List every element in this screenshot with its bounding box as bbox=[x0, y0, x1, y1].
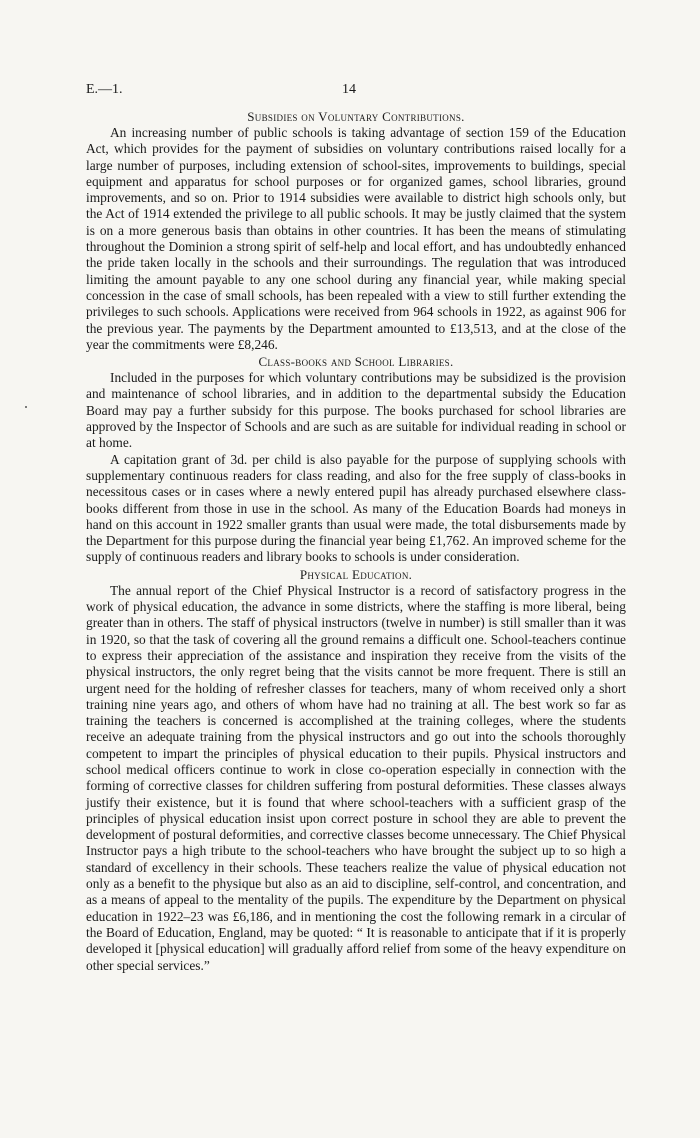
running-head bbox=[86, 82, 626, 108]
paragraph-libraries: Included in the purposes for which voluntary contributions may be subsidized is the provision and maintenance of school libraries, and in addition to the departmental subsidy the Education Board may pay a further subsidy for this purpose. The books purchased for school libraries are approved by the Inspector of Schools and are such as are suitable for individual reading in school or at home. bbox=[86, 370, 626, 451]
section-physical-education bbox=[86, 566, 626, 974]
paragraph-physical-education: The annual report of the Chief Physical Instructor is a record of satisfactory progress in the work of physical education, the advance in some districts, where the staffing is more liberal, being greater than in others. The staff of physical instructors (twelve in number) is still smaller than it was in 1920, so that the task of covering all the ground remains a difficult one. School-teachers continue to express their appreciation of the assistance and inspiration they receive from the visits of the physical instructors, the only regret being that the visits cannot be more frequent. There is still an urgent need for the holding of refresher classes for teachers, many of whom received only a short training nine years ago, and others of whom have had no training at all. The best work so far as training the teachers is concerned is accomplished at the training colleges, where the students receive an adequate training from the physical instructors and go out into the schools thoroughly competent to impart the principles of physical education to their pupils. Physical instructors and school medical officers continue to work in close co-operation especially in connection with the forming of corrective classes for children suffering from postural deformities. These classes always justify their existence, but it is found that where school-teachers with a sufficient grasp of the principles of physical education insist upon correct posture in school they are able to prevent the development of postural deformities, and corrective classes become unnecessary. The Chief Physical Instructor pays a high tribute to the school-teachers who have brought the subject up to so high a standard of excellency in their schools. These teachers realize the value of physical education not only as a benefit to the physique but also as an aid to discipline, self-control, and concentration, and as a means of appeal to the mentality of the pupils. The expenditure by the Department on physical education in 1922–23 was £6,186, and in mentioning the cost the following remark in a circular of the Board of Education, England, may be quoted: “ It is reasonable to anticipate that if it is properly developed it [physical education] will gradually afford relief from some of the heavy expenditure on other special services.” bbox=[86, 582, 626, 973]
margin-mark bbox=[25, 406, 27, 408]
page-number: 14 bbox=[342, 82, 356, 97]
section-heading-subsidies: Subsidies on Voluntary Contributions. bbox=[247, 109, 465, 124]
document-page bbox=[86, 82, 626, 974]
document-reference: E.—1. bbox=[86, 82, 123, 97]
section-heading-physical-education: Physical Education. bbox=[299, 566, 413, 582]
section-heading-class-books: Class-books and School Libraries. bbox=[258, 354, 454, 370]
section-class-books bbox=[86, 353, 626, 566]
section-subsidies bbox=[86, 108, 626, 353]
paragraph-capitation-grant: A capitation grant of 3d. per child is also payable for the purpose of supplying schools with supplementary continuous readers for class reading, and also for the free supply of class-books in necessitous cases or in cases where a newly entered pupil has already purchased elsewhere class-books different from those in use in the school. As many of the Education Boards had moneys in hand on this account in 1922 smaller grants than usual were made, the total disbursements made by the Department for this purpose during the financial year being £1,762. An improved scheme for the supply of continuous readers and library books to schools is under consideration. bbox=[86, 451, 626, 565]
paragraph-subsidies: An increasing number of public schools is taking advantage of section 159 of the Education Act, which provides for the payment of subsidies on voluntary contributions raised locally for a large number of purposes, including extension of school-sites, improvements to buildings, special equipment and apparatus for school purposes or for organized games, school libraries, ground improvements, and so on. Prior to 1914 subsidies were available to district high schools only, but the Act of 1914 extended the privilege to all public schools. It may be justly claimed that the system is on a more generous basis than obtains in other countries. It has been the means of stimulating throughout the Dominion a strong spirit of self-help and local effort, and has undoubtedly enhanced the pride taken locally in the schools and their surroundings. The regulation that was introduced limiting the amount payable to any one school during any financial year, while making special concession in the case of small schools, has been repealed with a view to still further extending the privileges to such schools. Applications were received from 964 schools in 1922, as against 906 for the previous year. The payments by the Department amounted to £13,513, and at the close of the year the commitments were £8,246. bbox=[86, 125, 626, 352]
